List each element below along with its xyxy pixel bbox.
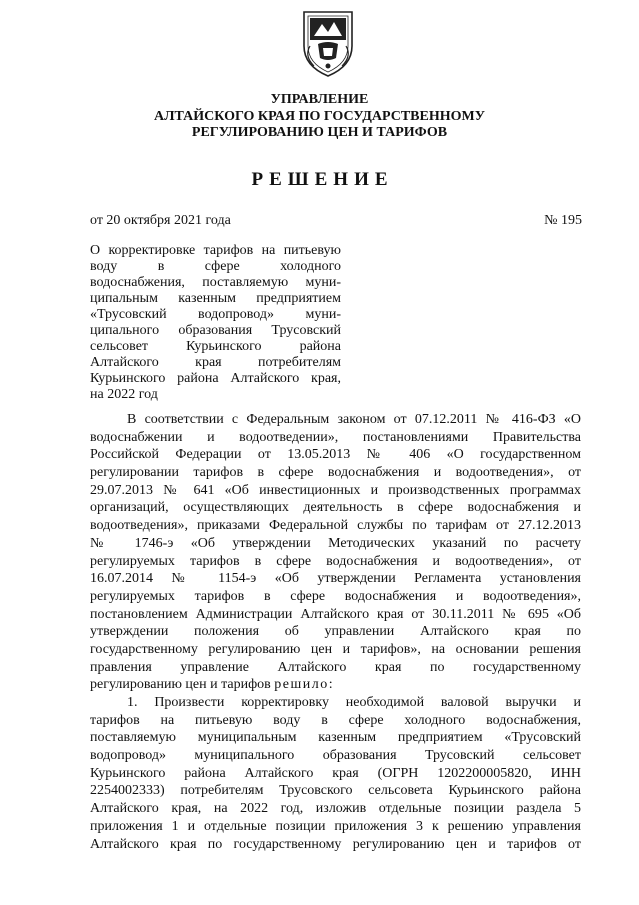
body-line: регулировании тарифов в сфере водоснабжения и водоотведения», от bbox=[90, 465, 581, 481]
coat-of-arms-emblem bbox=[296, 6, 360, 78]
issuing-authority bbox=[0, 92, 639, 142]
authority-line-2: АЛТАЙСКОГО КРАЯ ПО ГОСУДАРСТВЕННОМУ bbox=[154, 108, 485, 124]
body-line-text: регулированию цен и тарифов bbox=[90, 677, 271, 693]
body-line: Алтайского края по государственному регулированию цен и тарифов от bbox=[90, 836, 581, 852]
body-line: утверждении положения об управлении Алтайского края по bbox=[90, 624, 581, 640]
body-line: Российской Федерации от 13.05.2013 № 406 «О государственном bbox=[90, 447, 581, 463]
body-line: 1. Произвести корректировку необходимой валовой выручки и bbox=[127, 695, 581, 710]
resolution-keyword: решило: bbox=[274, 677, 335, 693]
body-line: постановлением Администрации Алтайского края от 30.11.2011 № 695 «Об bbox=[90, 606, 581, 622]
body-line: приложения 1 и отдельные позиции приложения 3 к решению управления bbox=[90, 818, 581, 834]
body-line: регулируемых тарифов в сфере водоснабжения и водоотведения», bbox=[90, 588, 581, 604]
body-line: организаций, осуществляющих деятельность в сфере водоснабжения и bbox=[90, 500, 581, 516]
subject-line: воду в сфере холодного bbox=[90, 259, 341, 274]
authority-line-3: РЕГУЛИРОВАНИЮ ЦЕН И ТАРИФОВ bbox=[191, 125, 448, 140]
subject-line: ципальным казенным предприятием bbox=[90, 291, 341, 306]
subject-line: Курьинского района Алтайского края, bbox=[90, 371, 341, 386]
body-line: В соответствии с Федеральным законом от 07.12.2011 № 416-ФЗ «О bbox=[127, 412, 581, 427]
subject-line: «Трусовский водопровод» муни- bbox=[90, 307, 341, 322]
body-line: 29.07.2013 № 641 «Об инвестиционных и производственных программах bbox=[90, 482, 581, 498]
subject-line: водоснабжения, поставляемую муни- bbox=[90, 275, 341, 290]
subject-line: О корректировке тарифов на питьевую bbox=[90, 243, 341, 258]
body-line-final bbox=[90, 676, 581, 694]
body-line: Курьинского района Алтайского края (ОГРН 1202200005820, ИНН bbox=[90, 765, 581, 781]
document-date: от 20 октября 2021 года bbox=[90, 213, 231, 228]
subject-line: на 2022 год bbox=[90, 387, 158, 402]
body-line: водоотведения», приказами Федеральной службы по тарифам от 27.12.2013 bbox=[90, 518, 581, 534]
body-line: поставляемую муниципальным казенным предприятием «Трусовский bbox=[90, 730, 581, 746]
document-number: № 195 bbox=[544, 213, 582, 228]
document-body bbox=[90, 411, 581, 853]
document-type-title: РЕШЕНИЕ bbox=[251, 169, 394, 190]
body-line: № 1746-э «Об утверждении Методических указаний по расчету bbox=[90, 535, 581, 551]
body-line: Алтайского края, на 2022 год, изложив отдельные позиции раздела 5 bbox=[90, 801, 581, 817]
body-line: правления управление Алтайского края по государственному bbox=[90, 659, 581, 675]
body-line: тарифов на питьевую воду в сфере холодного водоснабжения, bbox=[90, 712, 581, 728]
subject-block bbox=[90, 243, 341, 403]
subject-line: Алтайского края потребителям bbox=[90, 355, 341, 370]
body-line: регулируемых тарифов в сфере водоснабжения и водоотведения», от bbox=[90, 553, 581, 569]
body-line: государственному регулированию цен и тарифов», на основании решения bbox=[90, 641, 581, 657]
body-line: водоснабжении и водоотведении», постановлениями Правительства bbox=[90, 429, 581, 445]
body-line: 16.07.2014 № 1154-э «Об утверждении Регламента установления bbox=[90, 571, 581, 587]
subject-line: ципального образования Трусовский bbox=[90, 323, 341, 338]
body-line: 2254002333) потребителям Трусовского сельсовета Курьинского района bbox=[90, 783, 581, 799]
subject-line: сельсовет Курьинского района bbox=[90, 339, 341, 354]
authority-line-1: УПРАВЛЕНИЕ bbox=[270, 92, 369, 107]
body-line: водопровод» муниципального образования Трусовский сельсовет bbox=[90, 748, 581, 764]
